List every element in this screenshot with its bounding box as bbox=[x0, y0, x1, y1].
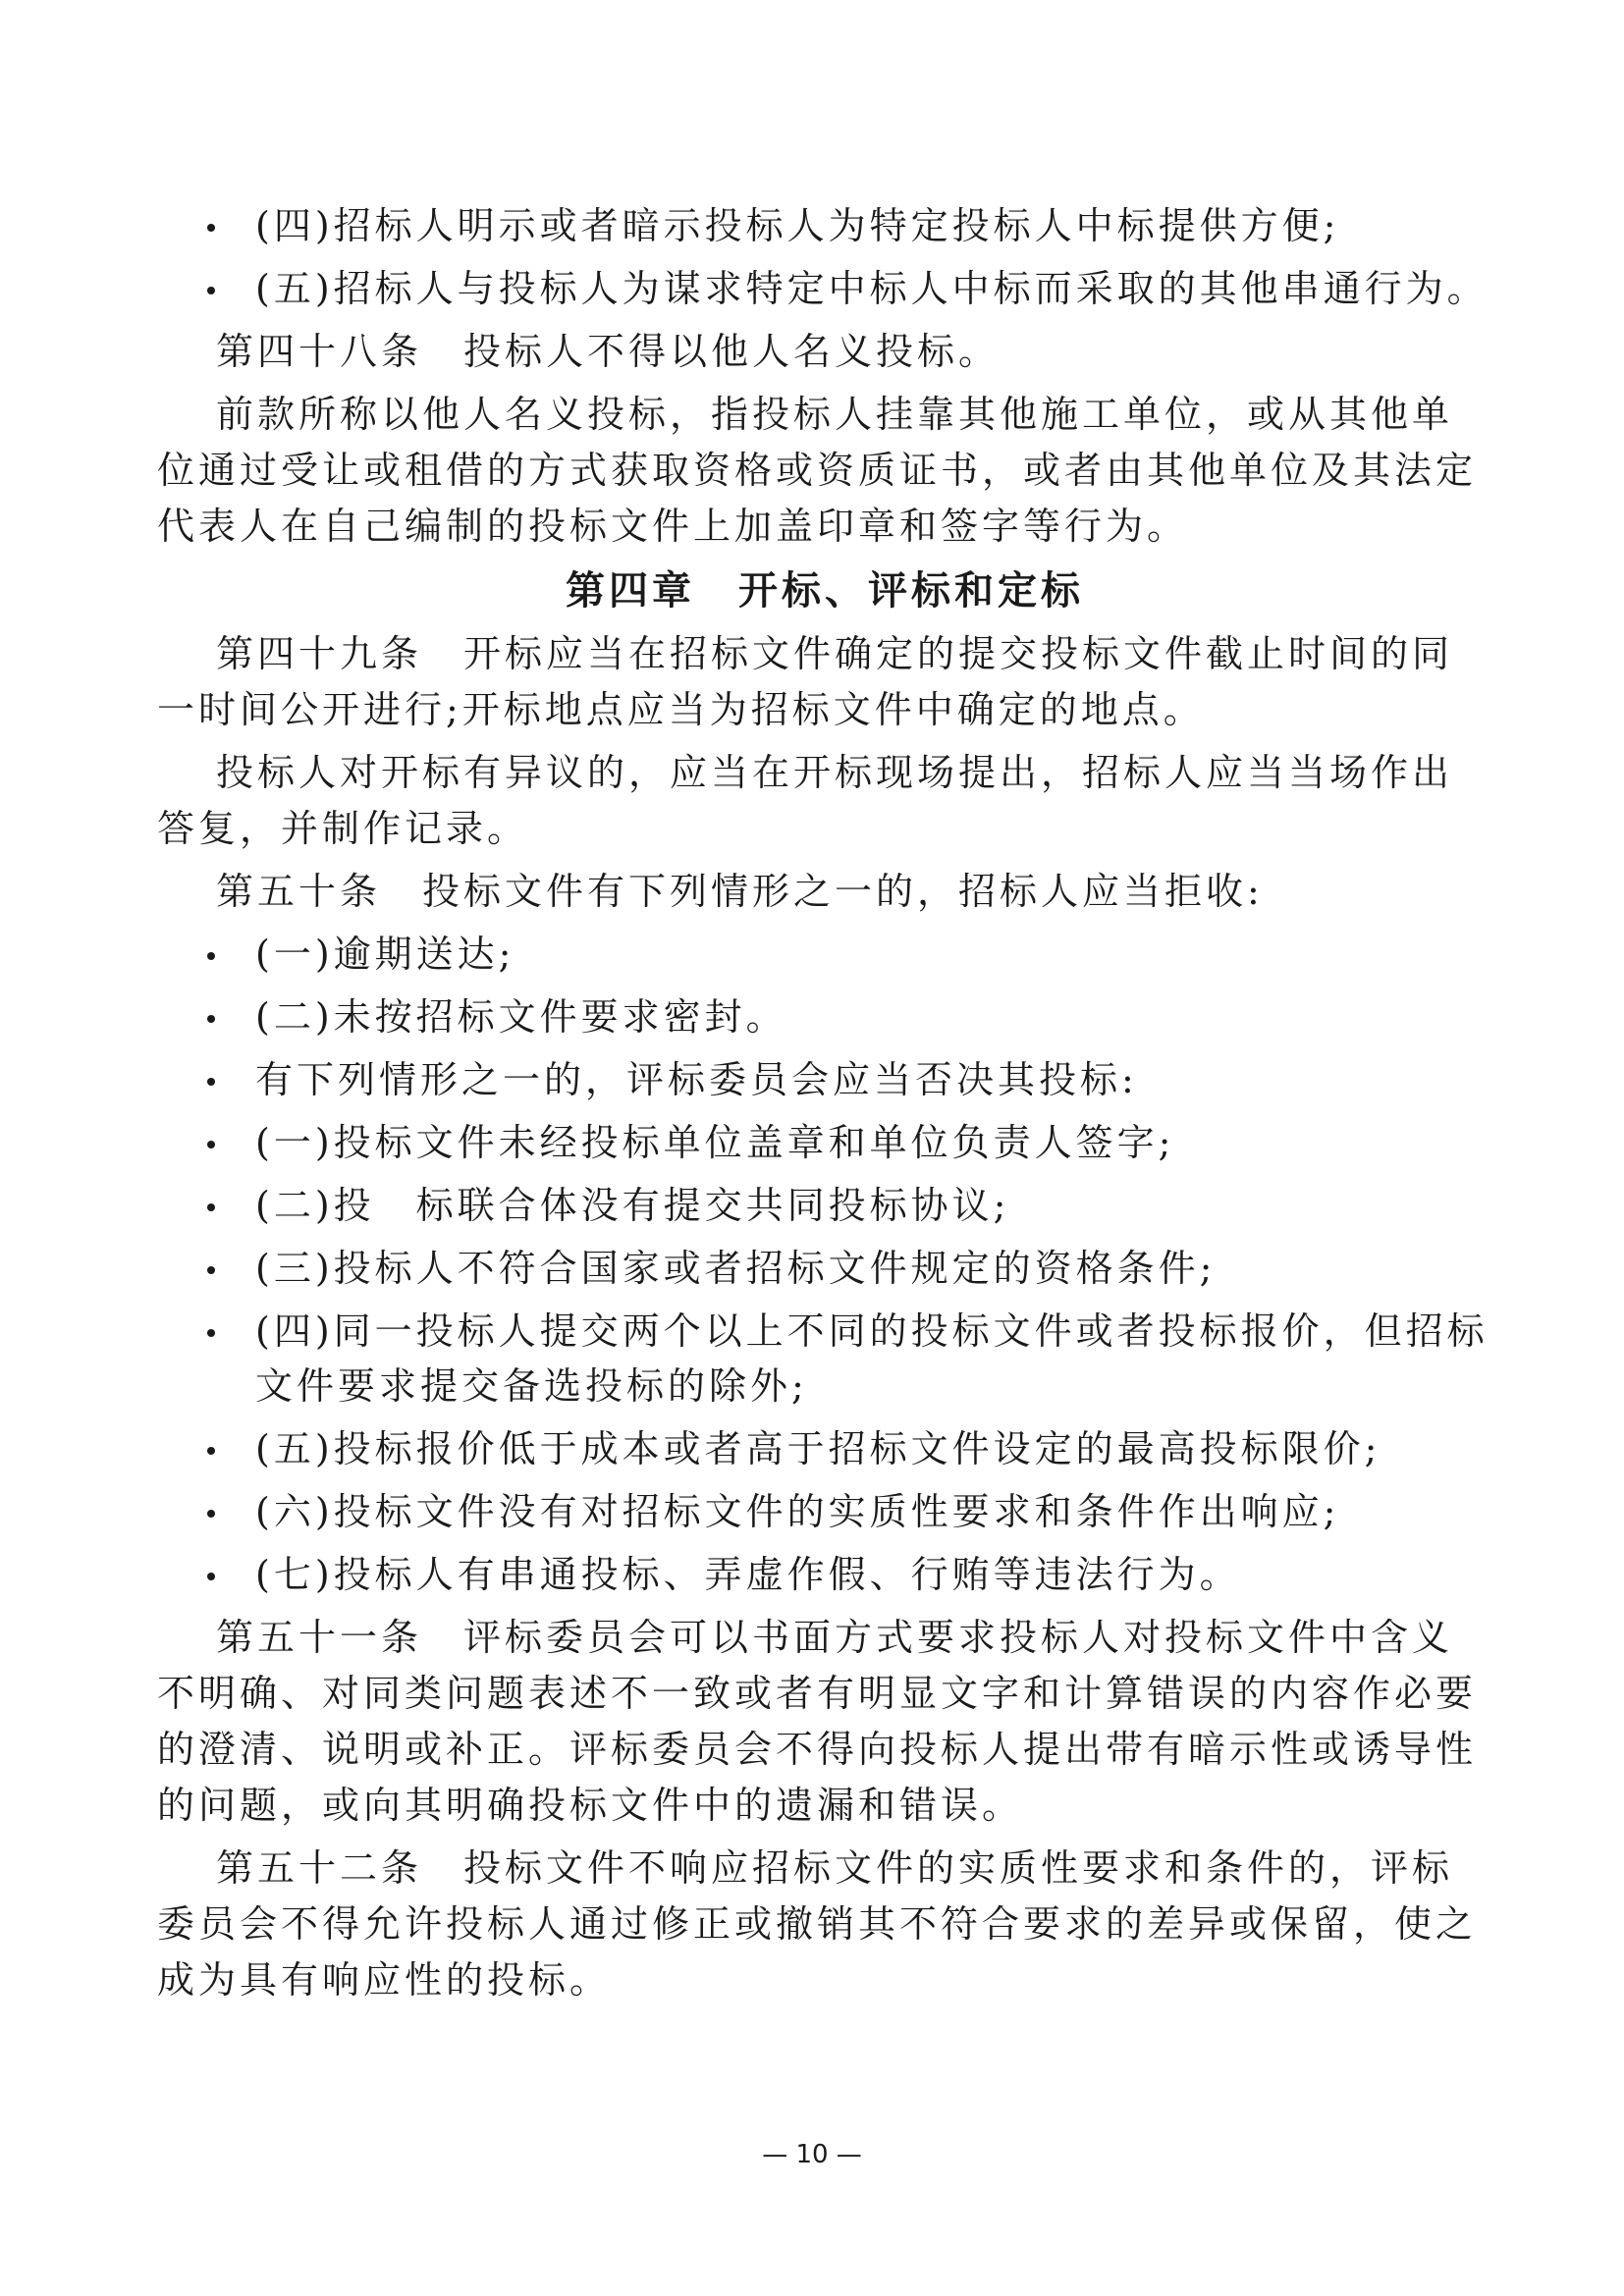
list-item bbox=[157, 927, 1492, 982]
list-item-text: (一)逾期送达; bbox=[255, 933, 515, 976]
list-item-text: (五)招标人与投标人为谋求特定中标人中标而采取的其他串通行为。 bbox=[255, 267, 1489, 310]
body-paragraph bbox=[157, 387, 1492, 555]
list-item bbox=[157, 261, 1492, 316]
list-item-text: (七)投标人有串通投标、弄虚作假、行贿等违法行为。 bbox=[255, 1553, 1241, 1596]
list-item-text: (二)未按招标文件要求密封。 bbox=[255, 995, 787, 1039]
chapter-heading: 第四章 开标、评标和定标 bbox=[566, 567, 1084, 614]
list-item bbox=[157, 1304, 1492, 1414]
document-body bbox=[157, 196, 1492, 2015]
bullet-dot bbox=[207, 1573, 215, 1580]
paragraph-text: 第四十九条 开标应当在招标文件确定的提交投标文件截止时间的同一时间公开进行;开标地点应当为招标文件中确定的地点。 bbox=[157, 632, 1454, 731]
bullet-dot bbox=[207, 287, 215, 294]
list-item bbox=[157, 1178, 1492, 1233]
bullet-dot bbox=[207, 1141, 215, 1148]
bullet-dot bbox=[207, 952, 215, 960]
list-item bbox=[157, 1421, 1492, 1476]
list-item-text: (四)招标人明示或者暗示投标人为特定投标人中标提供方便; bbox=[255, 204, 1340, 247]
article-paragraph bbox=[157, 626, 1492, 738]
list-item-text: 有下列情形之一的，评标委员会应当否决其投标: bbox=[255, 1058, 1138, 1101]
list-item-text: (一)投标文件未经投标单位盖章和单位负责人签字; bbox=[255, 1121, 1175, 1164]
bullet-dot bbox=[207, 1329, 215, 1337]
article-paragraph bbox=[157, 1841, 1492, 2008]
body-paragraph bbox=[157, 745, 1492, 857]
list-item-text: (六)投标文件没有对招标文件的实质性要求和条件作出响应; bbox=[255, 1490, 1340, 1533]
paragraph-text: 第五十条 投标文件有下列情形之一的，招标人应当拒收: bbox=[216, 870, 1264, 913]
article-paragraph bbox=[157, 324, 1492, 380]
article-paragraph bbox=[157, 1610, 1492, 1834]
list-item-text: (三)投标人不符合国家或者招标文件规定的资格条件; bbox=[255, 1247, 1217, 1290]
bullet-dot bbox=[207, 1015, 215, 1023]
article-paragraph bbox=[157, 864, 1492, 920]
paragraph-text: 投标人对开标有异议的，应当在开标现场提出，招标人应当当场作出答复，并制作记录。 bbox=[157, 751, 1454, 850]
list-item-text: (二)投 标联合体没有提交共同投标协议; bbox=[255, 1184, 1010, 1227]
list-item bbox=[157, 989, 1492, 1044]
paragraph-text: 第五十一条 评标委员会可以书面方式要求投标人对投标文件中含义不明确、对同类问题表述不一致或者有明显文字和计算错误的内容作必要的澄清、说明或补正。评标委员会不得向投标人提出带有暗示性或诱导性的问题，或向其明确投标文件中的遗漏和错误。 bbox=[157, 1616, 1478, 1827]
list-item bbox=[157, 198, 1492, 253]
list-item-text: (四)同一投标人提交两个以上不同的投标文件或者投标报价，但招标文件要求提交备选投标的除外; bbox=[255, 1309, 1489, 1408]
page-number: — 10 — bbox=[762, 2140, 862, 2169]
list-item bbox=[157, 1115, 1492, 1170]
list-item bbox=[157, 1484, 1492, 1539]
paragraph-text: 第五十二条 投标文件不响应招标文件的实质性要求和条件的，评标委员会不得允许投标人通过修正或撤销其不符合要求的差异或保留，使之成为具有响应性的投标。 bbox=[157, 1846, 1478, 2002]
list-item bbox=[157, 1052, 1492, 1107]
bullet-dot bbox=[207, 224, 215, 232]
bullet-dot bbox=[207, 1447, 215, 1455]
list-item bbox=[157, 1241, 1492, 1296]
bullet-dot bbox=[207, 1510, 215, 1518]
paragraph-text: 第四十八条 投标人不得以他人名义投标。 bbox=[216, 330, 1001, 373]
list-item-text: (五)投标报价低于成本或者高于招标文件设定的最高投标限价; bbox=[255, 1427, 1381, 1470]
paragraph-text: 前款所称以他人名义投标，指投标人挂靠其他施工单位，或从其他单位通过受让或租借的方式获取资格或资质证书，或者由其他单位及其法定代表人在自己编制的投标文件上加盖印章和签字等行为。 bbox=[157, 393, 1478, 548]
bullet-dot bbox=[207, 1266, 215, 1274]
bullet-dot bbox=[207, 1203, 215, 1211]
list-item bbox=[157, 1547, 1492, 1602]
bullet-dot bbox=[207, 1078, 215, 1086]
